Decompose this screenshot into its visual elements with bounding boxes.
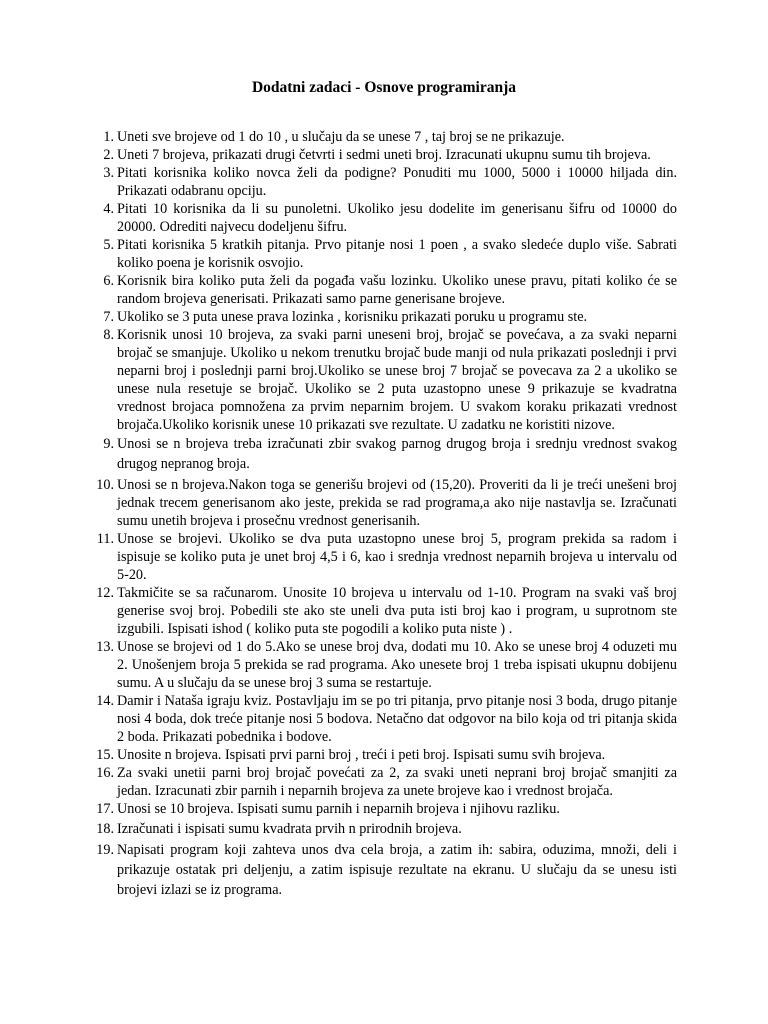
task-text: Unose se brojevi od 1 do 5.Ako se unese broj dva, dodati mu 10. Ako se unese broj 4 oduzeti mu 2. Unošenjem broja 5 prekida se rad programa. Ako unesete broj 1 treba ispisati ukupnu dobijenu sumu. A u slučaju da se unese broj 3 suma se restartuje. [117,639,677,691]
task-number: 19. [96,842,114,858]
task-number: 10. [96,477,114,493]
task-number: 1. [103,129,114,145]
task-list [90,128,677,900]
task-number: 2. [103,147,114,163]
task-text: Uneti 7 brojeva, prikazati drugi četvrti i sedmi uneti broj. Izracunati ukupnu sumu tih brojeva. [117,147,651,163]
task-item-18 [90,820,677,838]
document-title: Dodatni zadaci - Osnove programiranja [251,79,517,96]
task-text: Korisnik bira koliko puta želi da pogađa vašu lozinku. Ukoliko unese pravu, pitati koliko će se random brojeva generisati. Prikazati samo parne generisane brojeve. [117,273,677,307]
task-number: 16. [96,765,114,781]
task-item-12 [90,584,677,638]
task-number: 12. [96,585,114,601]
task-text: Unosi se n brojeva treba izračunati zbir svakog parnog drugog broja i srednju vrednost svakog drugog nepranog broja. [117,436,677,472]
task-number: 5. [103,237,114,253]
task-item-6 [90,272,677,308]
task-item-14 [90,692,677,746]
task-text: Takmičite se sa računarom. Unosite 10 brojeva u intervalu od 1-10. Program na svaki vaš broj generise svoj broj. Pobedili ste ako ste uneli dva puta isti broj kao i program, u suprotnom ste izgubili. Ispisati ishod ( koliko puta ste pogodili a koliko puta niste ) . [117,585,677,637]
task-text: Ukoliko se 3 puta unese prava lozinka , korisniku prikazati poruku u programu ste. [117,309,588,325]
task-number: 18. [96,821,114,837]
task-text: Pitati korisnika 5 kratkih pitanja. Prvo pitanje nosi 1 poen , a svako sledeće duplo više. Sabrati koliko poena je korisnik osvojio. [117,237,677,271]
task-number: 15. [96,747,114,763]
task-text: Za svaki unetii parni broj brojač povećati za 2, za svaki uneti neprani broj brojač smanjiti za jedan. Izracunati zbir parnih i neparnih brojeva za unete brojeve kao i vrednost brojača. [117,765,677,799]
task-item-15 [90,746,677,764]
task-text: Pitati korisnika koliko novca želi da podigne? Ponuditi mu 1000, 5000 i 10000 hiljada din. Prikazati odabranu opciju. [117,165,677,199]
task-number: 17. [96,801,114,817]
task-item-19 [90,840,677,900]
task-number: 11. [96,531,114,547]
task-item-1 [90,128,677,146]
task-text: Unose se brojevi. Ukoliko se dva puta uzastopno unese broj 5, program prekida sa radom i ispisuje se koliko puta je unet broj 4,5 i 6, kao i srednja vrednost neparnih brojeva u intervalu od 5-20. [117,531,677,583]
task-item-4 [90,200,677,236]
task-item-13 [90,638,677,692]
task-item-9 [90,434,677,474]
task-item-7 [90,308,677,326]
task-text: Damir i Nataša igraju kviz. Postavljaju im se po tri pitanja, prvo pitanje nosi 3 boda, drugo pitanje nosi 4 boda, dok treće pitanje nosi 5 bodova. Netačno dat odgovor na bilo koja od tri pitanja skida 2 boda. Prikazati pobednika i bodove. [117,693,677,745]
task-item-8 [90,326,677,434]
task-number: 3. [103,165,114,181]
task-text: Napisati program koji zahteva unos dva cela broja, a zatim ih: sabira, oduzima, množi, deli i prikazuje ostatak pri deljenju, a zatim ispisuje rezultate na ekranu. U slučaju da se unesu isti brojevi izlazi se iz programa. [117,842,677,898]
task-text: Pitati 10 korisnika da li su punoletni. Ukoliko jesu dodelite im generisanu šifru od 10000 do 20000. Odrediti najvecu dodeljenu šifru. [117,201,677,235]
task-text: Korisnik unosi 10 brojeva, za svaki parni uneseni broj, brojač se povećava, a za svaki neparni brojač se smanjuje. Ukoliko u nekom trenutku brojač bude manji od nula prikazati poslednji i prvi neparni broj i poslednji parni broj.Ukoliko se unese broj 7 brojač se povecava za 2 a ukoliko se unese nula resetuje se brojač. Ukoliko se 2 puta uzastopno unese 9 prikazuje se kvadratna vrednost brojaca pomnožena za prvim neparnim brojem. U svakom koraku prikazati vrednost brojača.Ukoliko korisnik unese 10 prikazati sve rezultate. U zadatku ne koristiti nizove. [117,327,677,433]
task-number: 7. [103,309,114,325]
task-text: Unosi se 10 brojeva. Ispisati sumu parnih i neparnih brojeva i njihovu razliku. [117,801,560,817]
task-item-2 [90,146,677,164]
task-number: 8. [103,327,114,343]
task-text: Unosite n brojeva. Ispisati prvi parni broj , treći i peti broj. Ispisati sumu svih brojeva. [117,747,606,763]
task-item-10 [90,476,677,530]
task-number: 6. [103,273,114,289]
task-item-5 [90,236,677,272]
task-number: 14. [96,693,114,709]
task-text: Uneti sve brojeve od 1 do 10 , u slučaju da se unese 7 , taj broj se ne prikazuje. [117,129,565,145]
task-item-3 [90,164,677,200]
task-item-11 [90,530,677,584]
task-item-16 [90,764,677,800]
task-number: 9. [103,436,114,452]
task-text: Izračunati i ispisati sumu kvadrata prvih n prirodnih brojeva. [117,821,462,837]
task-text: Unosi se n brojeva.Nakon toga se generišu brojevi od (15,20). Proveriti da li je treći unešeni broj jednak trecem generisanom ako jeste, prekida se rad programa,a ako nije nastavlja se. Izračunati sumu unetih brojeva i prosečnu vrednost generisanih. [117,477,677,529]
task-item-17 [90,800,677,818]
task-number: 4. [103,201,114,217]
task-number: 13. [96,639,114,655]
